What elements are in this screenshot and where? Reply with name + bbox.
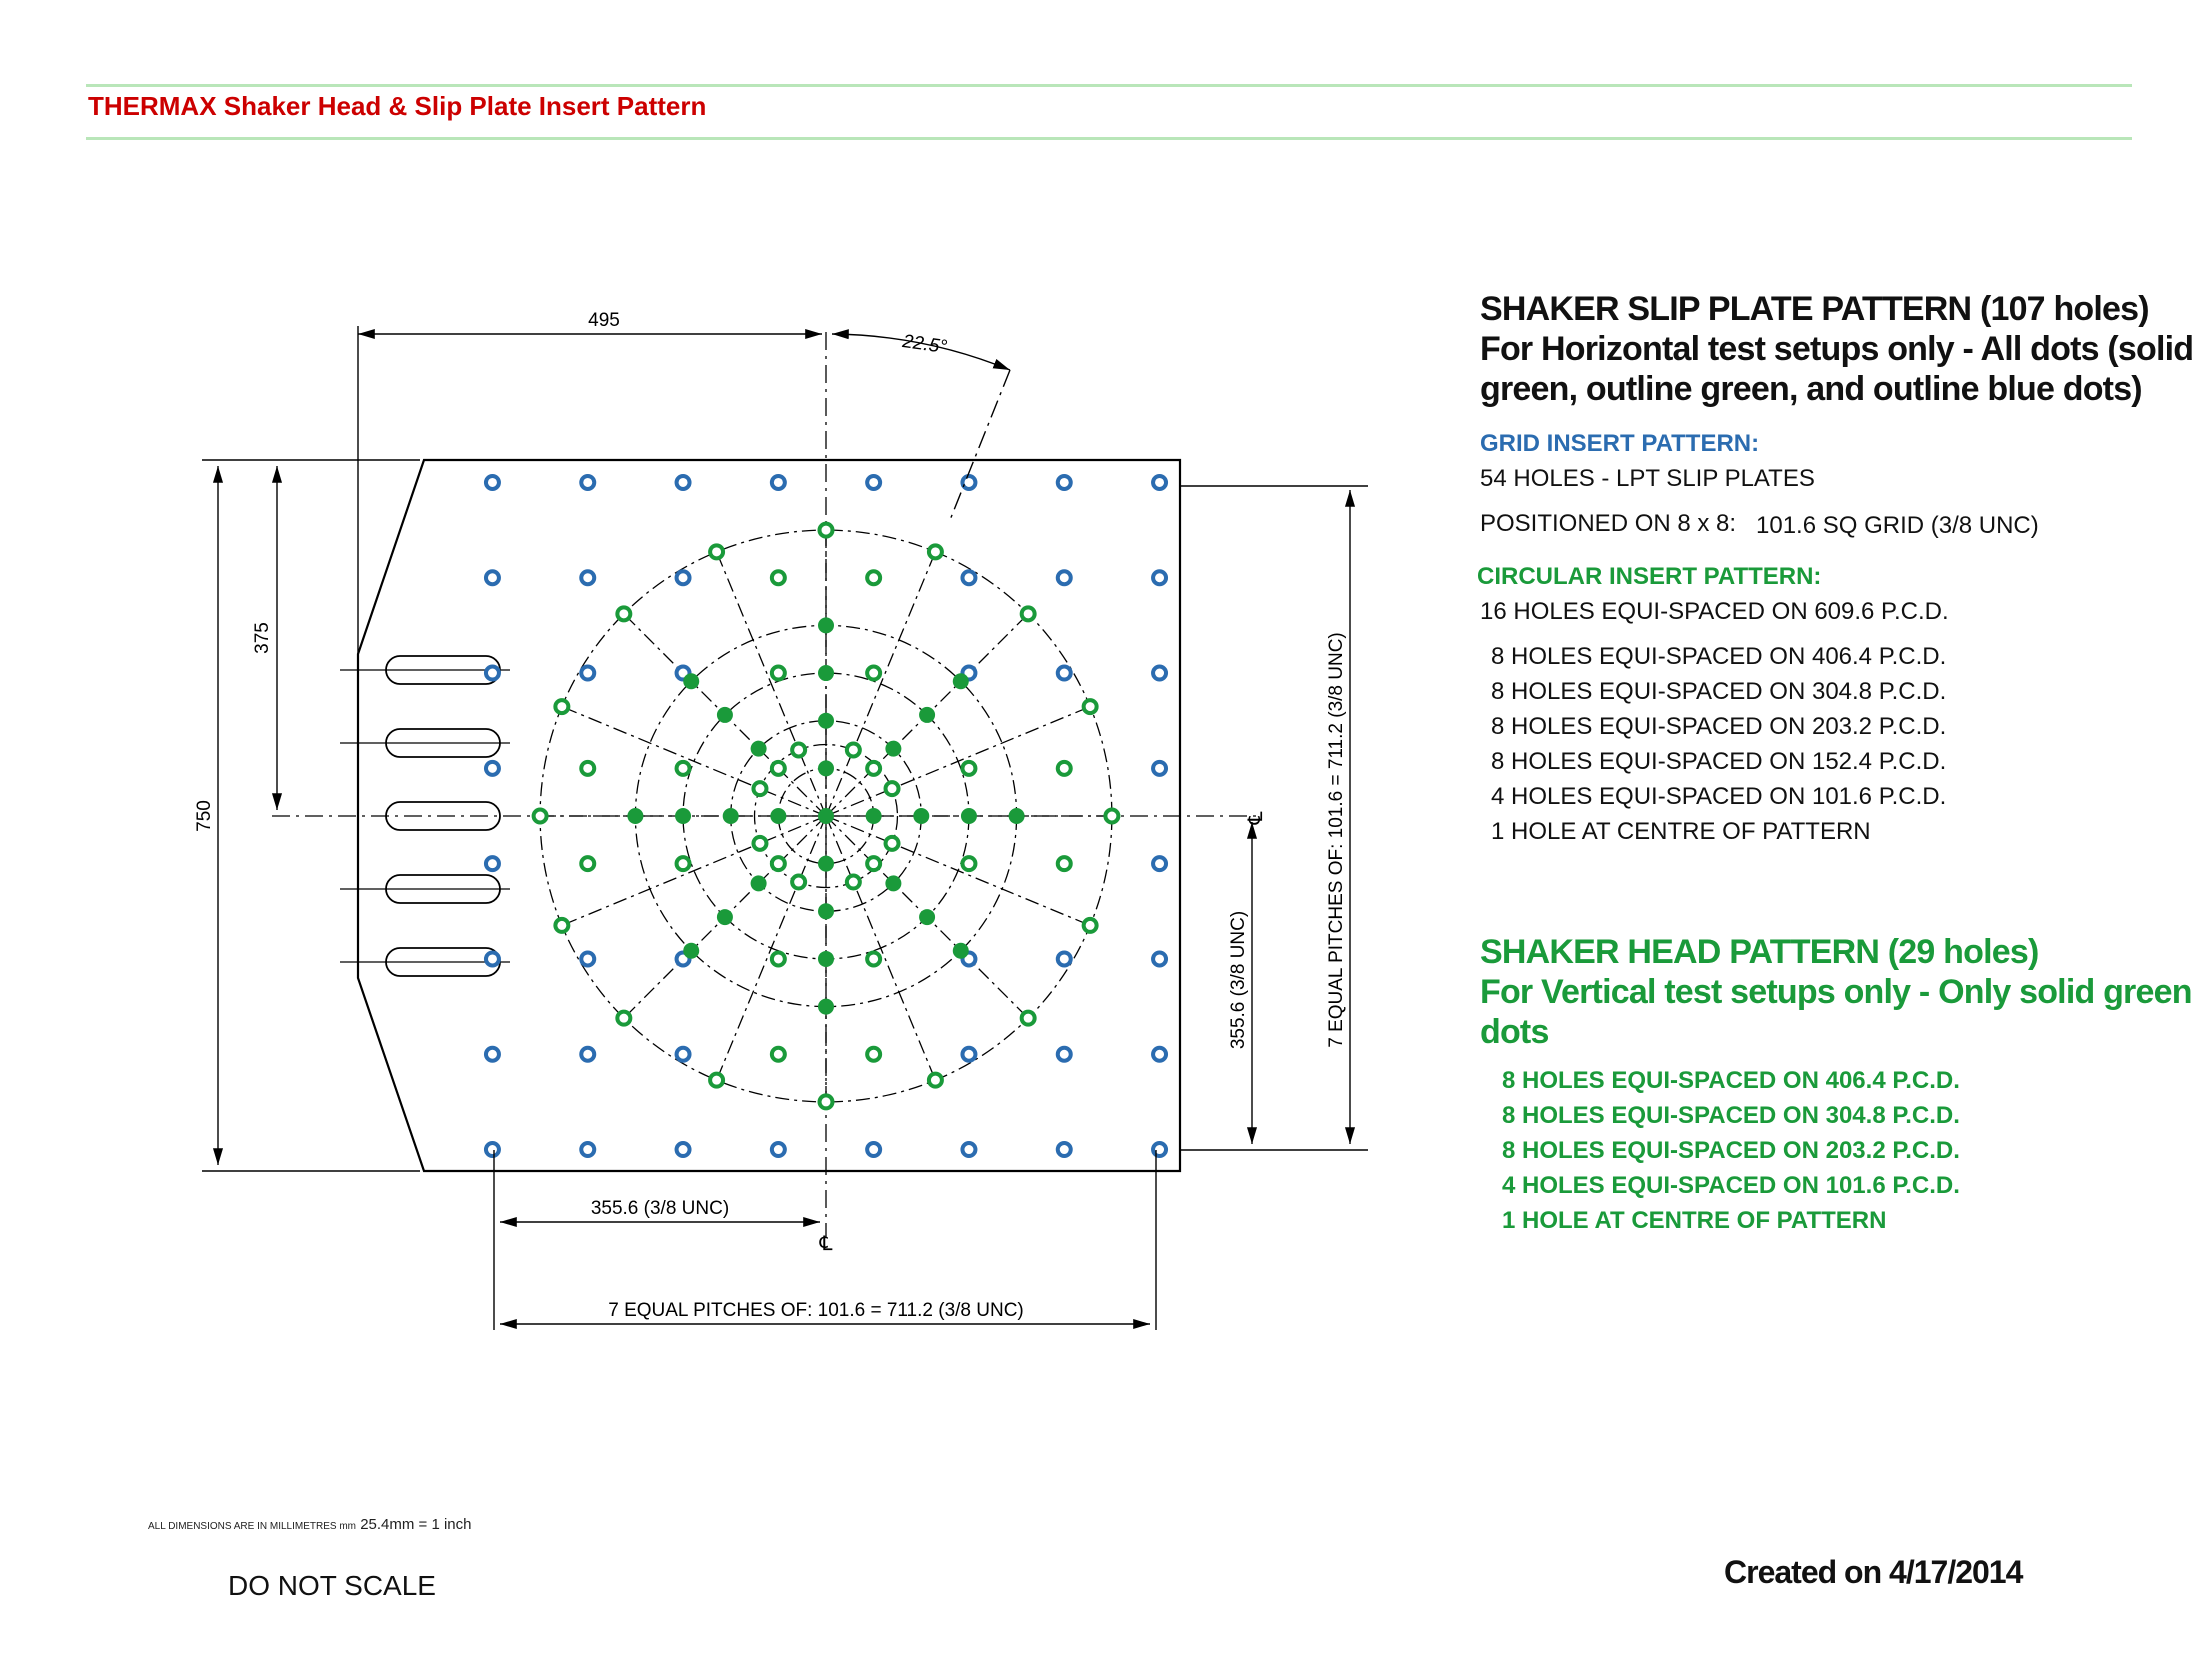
pcd-radial-line — [562, 816, 826, 925]
insert-hole-outline — [581, 952, 594, 965]
insert-hole-outline — [886, 837, 899, 850]
insert-hole-outline — [772, 1048, 785, 1061]
insert-hole-outline — [1153, 476, 1166, 489]
insert-hole-outline — [617, 607, 630, 620]
insert-hole-outline — [867, 857, 880, 870]
insert-hole-outline — [486, 1048, 499, 1061]
insert-hole-outline — [677, 857, 690, 870]
pcd-radial-line — [717, 816, 826, 1080]
shaker-head-line-1: 8 HOLES EQUI-SPACED ON 406.4 P.C.D. — [1502, 1067, 1960, 1094]
insert-hole-outline — [962, 762, 975, 775]
insert-hole-outline — [677, 762, 690, 775]
insert-hole-solid — [953, 673, 969, 689]
insert-hole-outline — [1058, 762, 1071, 775]
slip-plate-title-2: For Horizontal test setups only - All dots (solid — [1480, 330, 2194, 368]
insert-hole-solid — [818, 903, 834, 919]
insert-hole-solid — [953, 943, 969, 959]
insert-hole-outline — [929, 545, 942, 558]
insert-hole-solid — [961, 808, 977, 824]
insert-hole-outline — [1058, 571, 1071, 584]
insert-hole-outline — [1153, 1143, 1166, 1156]
circular-line-3: 8 HOLES EQUI-SPACED ON 304.8 P.C.D. — [1491, 678, 1947, 705]
insert-hole-outline — [867, 762, 880, 775]
insert-hole-outline — [617, 1012, 630, 1025]
insert-hole-outline — [772, 1143, 785, 1156]
do-not-scale-note: DO NOT SCALE — [228, 1570, 436, 1601]
insert-hole-outline — [581, 857, 594, 870]
insert-hole-solid — [818, 713, 834, 729]
insert-hole-outline — [1058, 857, 1071, 870]
insert-hole-outline — [1058, 476, 1071, 489]
insert-hole-outline — [962, 857, 975, 870]
page-title: THERMAX Shaker Head & Slip Plate Insert Pattern — [88, 91, 707, 121]
insert-hole-outline — [581, 1048, 594, 1061]
grid-line-2a: POSITIONED ON 8 x 8: — [1480, 510, 1737, 537]
insert-hole-solid — [866, 808, 882, 824]
insert-hole-outline — [555, 919, 568, 932]
pcd-radial-line — [826, 707, 1090, 816]
circular-line-4: 8 HOLES EQUI-SPACED ON 203.2 P.C.D. — [1491, 713, 1947, 740]
pcd-radial-line — [826, 552, 935, 816]
insert-hole-outline — [867, 571, 880, 584]
insert-hole-solid — [717, 707, 733, 723]
insert-hole-solid — [751, 741, 767, 757]
insert-hole-outline — [867, 667, 880, 680]
insert-hole-outline — [486, 476, 499, 489]
circular-line-6: 4 HOLES EQUI-SPACED ON 101.6 P.C.D. — [1491, 783, 1947, 810]
insert-hole-solid — [683, 673, 699, 689]
insert-hole-outline — [772, 667, 785, 680]
insert-hole-outline — [710, 545, 723, 558]
insert-hole-solid — [723, 808, 739, 824]
insert-hole-solid — [683, 943, 699, 959]
insert-hole-solid — [751, 875, 767, 891]
centerline-symbol-right: ℄ — [1245, 811, 1267, 825]
insert-hole-outline — [1084, 919, 1097, 932]
insert-hole-outline — [486, 952, 499, 965]
units-note-conversion: 25.4mm = 1 inch — [360, 1516, 472, 1533]
insert-hole-outline — [486, 1143, 499, 1156]
pcd-radial-line — [826, 816, 1090, 925]
insert-hole-solid — [770, 808, 786, 824]
insert-hole-outline — [1153, 667, 1166, 680]
dim-bottom-inner: 355.6 (3/8 UNC) — [590, 1198, 730, 1219]
dimension-lines — [202, 326, 1368, 1330]
insert-hole-outline — [867, 952, 880, 965]
insert-hole-outline — [486, 571, 499, 584]
dim-right-inner: 355.6 (3/8 UNC) — [1228, 910, 1249, 1050]
insert-hole-outline — [753, 782, 766, 795]
insert-hole-outline — [1153, 571, 1166, 584]
insert-hole-outline — [772, 762, 785, 775]
insert-hole-solid — [919, 909, 935, 925]
dim-right-outer: 7 EQUAL PITCHES OF: 101.6 = 711.2 (3/8 UNC) — [1326, 632, 1347, 1048]
pcd-radial-line — [717, 552, 826, 816]
insert-hole-outline — [820, 1095, 833, 1108]
insert-hole-outline — [792, 876, 805, 889]
shaker-head-line-2: 8 HOLES EQUI-SPACED ON 304.8 P.C.D. — [1502, 1102, 1960, 1129]
insert-hole-solid — [627, 808, 643, 824]
insert-hole-outline — [710, 1074, 723, 1087]
created-date: Created on 4/17/2014 — [1724, 1554, 2023, 1590]
insert-hole-outline — [962, 1048, 975, 1061]
insert-hole-outline — [581, 762, 594, 775]
shaker-head-title-1: SHAKER HEAD PATTERN (29 holes) — [1480, 933, 2039, 971]
insert-hole-solid — [818, 665, 834, 681]
insert-hole-outline — [753, 837, 766, 850]
insert-hole-outline — [1058, 1048, 1071, 1061]
insert-hole-outline — [1084, 700, 1097, 713]
circular-line-2: 8 HOLES EQUI-SPACED ON 406.4 P.C.D. — [1491, 643, 1947, 670]
insert-hole-solid — [885, 741, 901, 757]
insert-hole-outline — [772, 952, 785, 965]
dim-angle: 22.5° — [901, 331, 949, 359]
insert-hole-outline — [677, 476, 690, 489]
insert-hole-outline — [555, 700, 568, 713]
insert-hole-outline — [886, 782, 899, 795]
insert-hole-outline — [1153, 857, 1166, 870]
insert-hole-outline — [772, 857, 785, 870]
insert-hole-outline — [962, 571, 975, 584]
dim-750: 750 — [194, 800, 215, 832]
circular-line-7: 1 HOLE AT CENTRE OF PATTERN — [1491, 818, 1871, 845]
insert-hole-solid — [919, 707, 935, 723]
insert-hole-solid — [675, 808, 691, 824]
slip-plate-title-3: green, outline green, and outline blue dots) — [1480, 370, 2142, 408]
insert-hole-outline — [1022, 607, 1035, 620]
pcd-radial-line — [562, 707, 826, 816]
units-note-small: ALL DIMENSIONS ARE IN MILLIMETRES mm — [148, 1521, 357, 1532]
insert-hole-outline — [581, 667, 594, 680]
insert-hole-outline — [1058, 667, 1071, 680]
insert-hole-solid — [818, 760, 834, 776]
insert-hole-outline — [534, 810, 547, 823]
insert-hole-outline — [677, 571, 690, 584]
insert-hole-outline — [847, 743, 860, 756]
shaker-head-line-3: 8 HOLES EQUI-SPACED ON 203.2 P.C.D. — [1502, 1137, 1960, 1164]
insert-hole-outline — [962, 476, 975, 489]
insert-hole-outline — [1153, 762, 1166, 775]
insert-hole-outline — [929, 1074, 942, 1087]
insert-hole-solid — [913, 808, 929, 824]
insert-hole-outline — [1058, 1143, 1071, 1156]
insert-hole-outline — [486, 857, 499, 870]
insert-hole-outline — [1022, 1012, 1035, 1025]
insert-hole-outline — [820, 524, 833, 537]
insert-hole-outline — [792, 743, 805, 756]
insert-hole-outline — [867, 1048, 880, 1061]
insert-hole-outline — [677, 1143, 690, 1156]
circular-line-1: 16 HOLES EQUI-SPACED ON 609.6 P.C.D. — [1480, 598, 1949, 625]
grid-heading: GRID INSERT PATTERN: — [1480, 430, 1760, 457]
insert-hole-outline — [677, 1048, 690, 1061]
circular-heading: CIRCULAR INSERT PATTERN: — [1477, 563, 1822, 590]
dim-375: 375 — [252, 622, 273, 654]
insert-hole-outline — [486, 667, 499, 680]
insert-hole-solid — [1009, 808, 1025, 824]
insert-hole-outline — [867, 476, 880, 489]
units-note — [148, 1516, 472, 1533]
shaker-head-title-3: dots — [1480, 1013, 1549, 1051]
insert-hole-outline — [962, 1143, 975, 1156]
insert-hole-solid — [818, 951, 834, 967]
insert-hole-outline — [847, 876, 860, 889]
shaker-head-line-5: 1 HOLE AT CENTRE OF PATTERN — [1502, 1207, 1887, 1234]
insert-hole-outline — [581, 476, 594, 489]
centerline-symbol-bottom: ℄ — [819, 1233, 833, 1255]
insert-hole-solid — [717, 909, 733, 925]
grid-line-1: 54 HOLES - LPT SLIP PLATES — [1480, 465, 1815, 492]
insert-hole-outline — [867, 1143, 880, 1156]
shaker-head-line-4: 4 HOLES EQUI-SPACED ON 101.6 P.C.D. — [1502, 1172, 1960, 1199]
insert-hole-outline — [772, 476, 785, 489]
dim-bottom-outer: 7 EQUAL PITCHES OF: 101.6 = 711.2 (3/8 UNC) — [608, 1300, 1024, 1321]
circular-line-5: 8 HOLES EQUI-SPACED ON 152.4 P.C.D. — [1491, 748, 1947, 775]
insert-hole-outline — [772, 571, 785, 584]
insert-hole-outline — [1153, 1048, 1166, 1061]
insert-hole-solid — [885, 875, 901, 891]
insert-hole-solid — [818, 999, 834, 1015]
insert-hole-outline — [581, 1143, 594, 1156]
slip-plate-title-1: SHAKER SLIP PLATE PATTERN (107 holes) — [1480, 290, 2149, 328]
dim-495: 495 — [588, 310, 620, 331]
insert-hole-outline — [486, 762, 499, 775]
insert-hole-outline — [1105, 810, 1118, 823]
insert-hole-outline — [1153, 952, 1166, 965]
insert-hole-solid — [818, 617, 834, 633]
insert-hole-solid — [818, 856, 834, 872]
shaker-head-title-2: For Vertical test setups only - Only solid green — [1480, 973, 2192, 1011]
insert-hole-solid — [818, 808, 834, 824]
insert-hole-outline — [1058, 952, 1071, 965]
insert-hole-outline — [581, 571, 594, 584]
grid-line-2b: 101.6 SQ GRID (3/8 UNC) — [1756, 512, 2039, 539]
pcd-radial-line — [826, 816, 935, 1080]
